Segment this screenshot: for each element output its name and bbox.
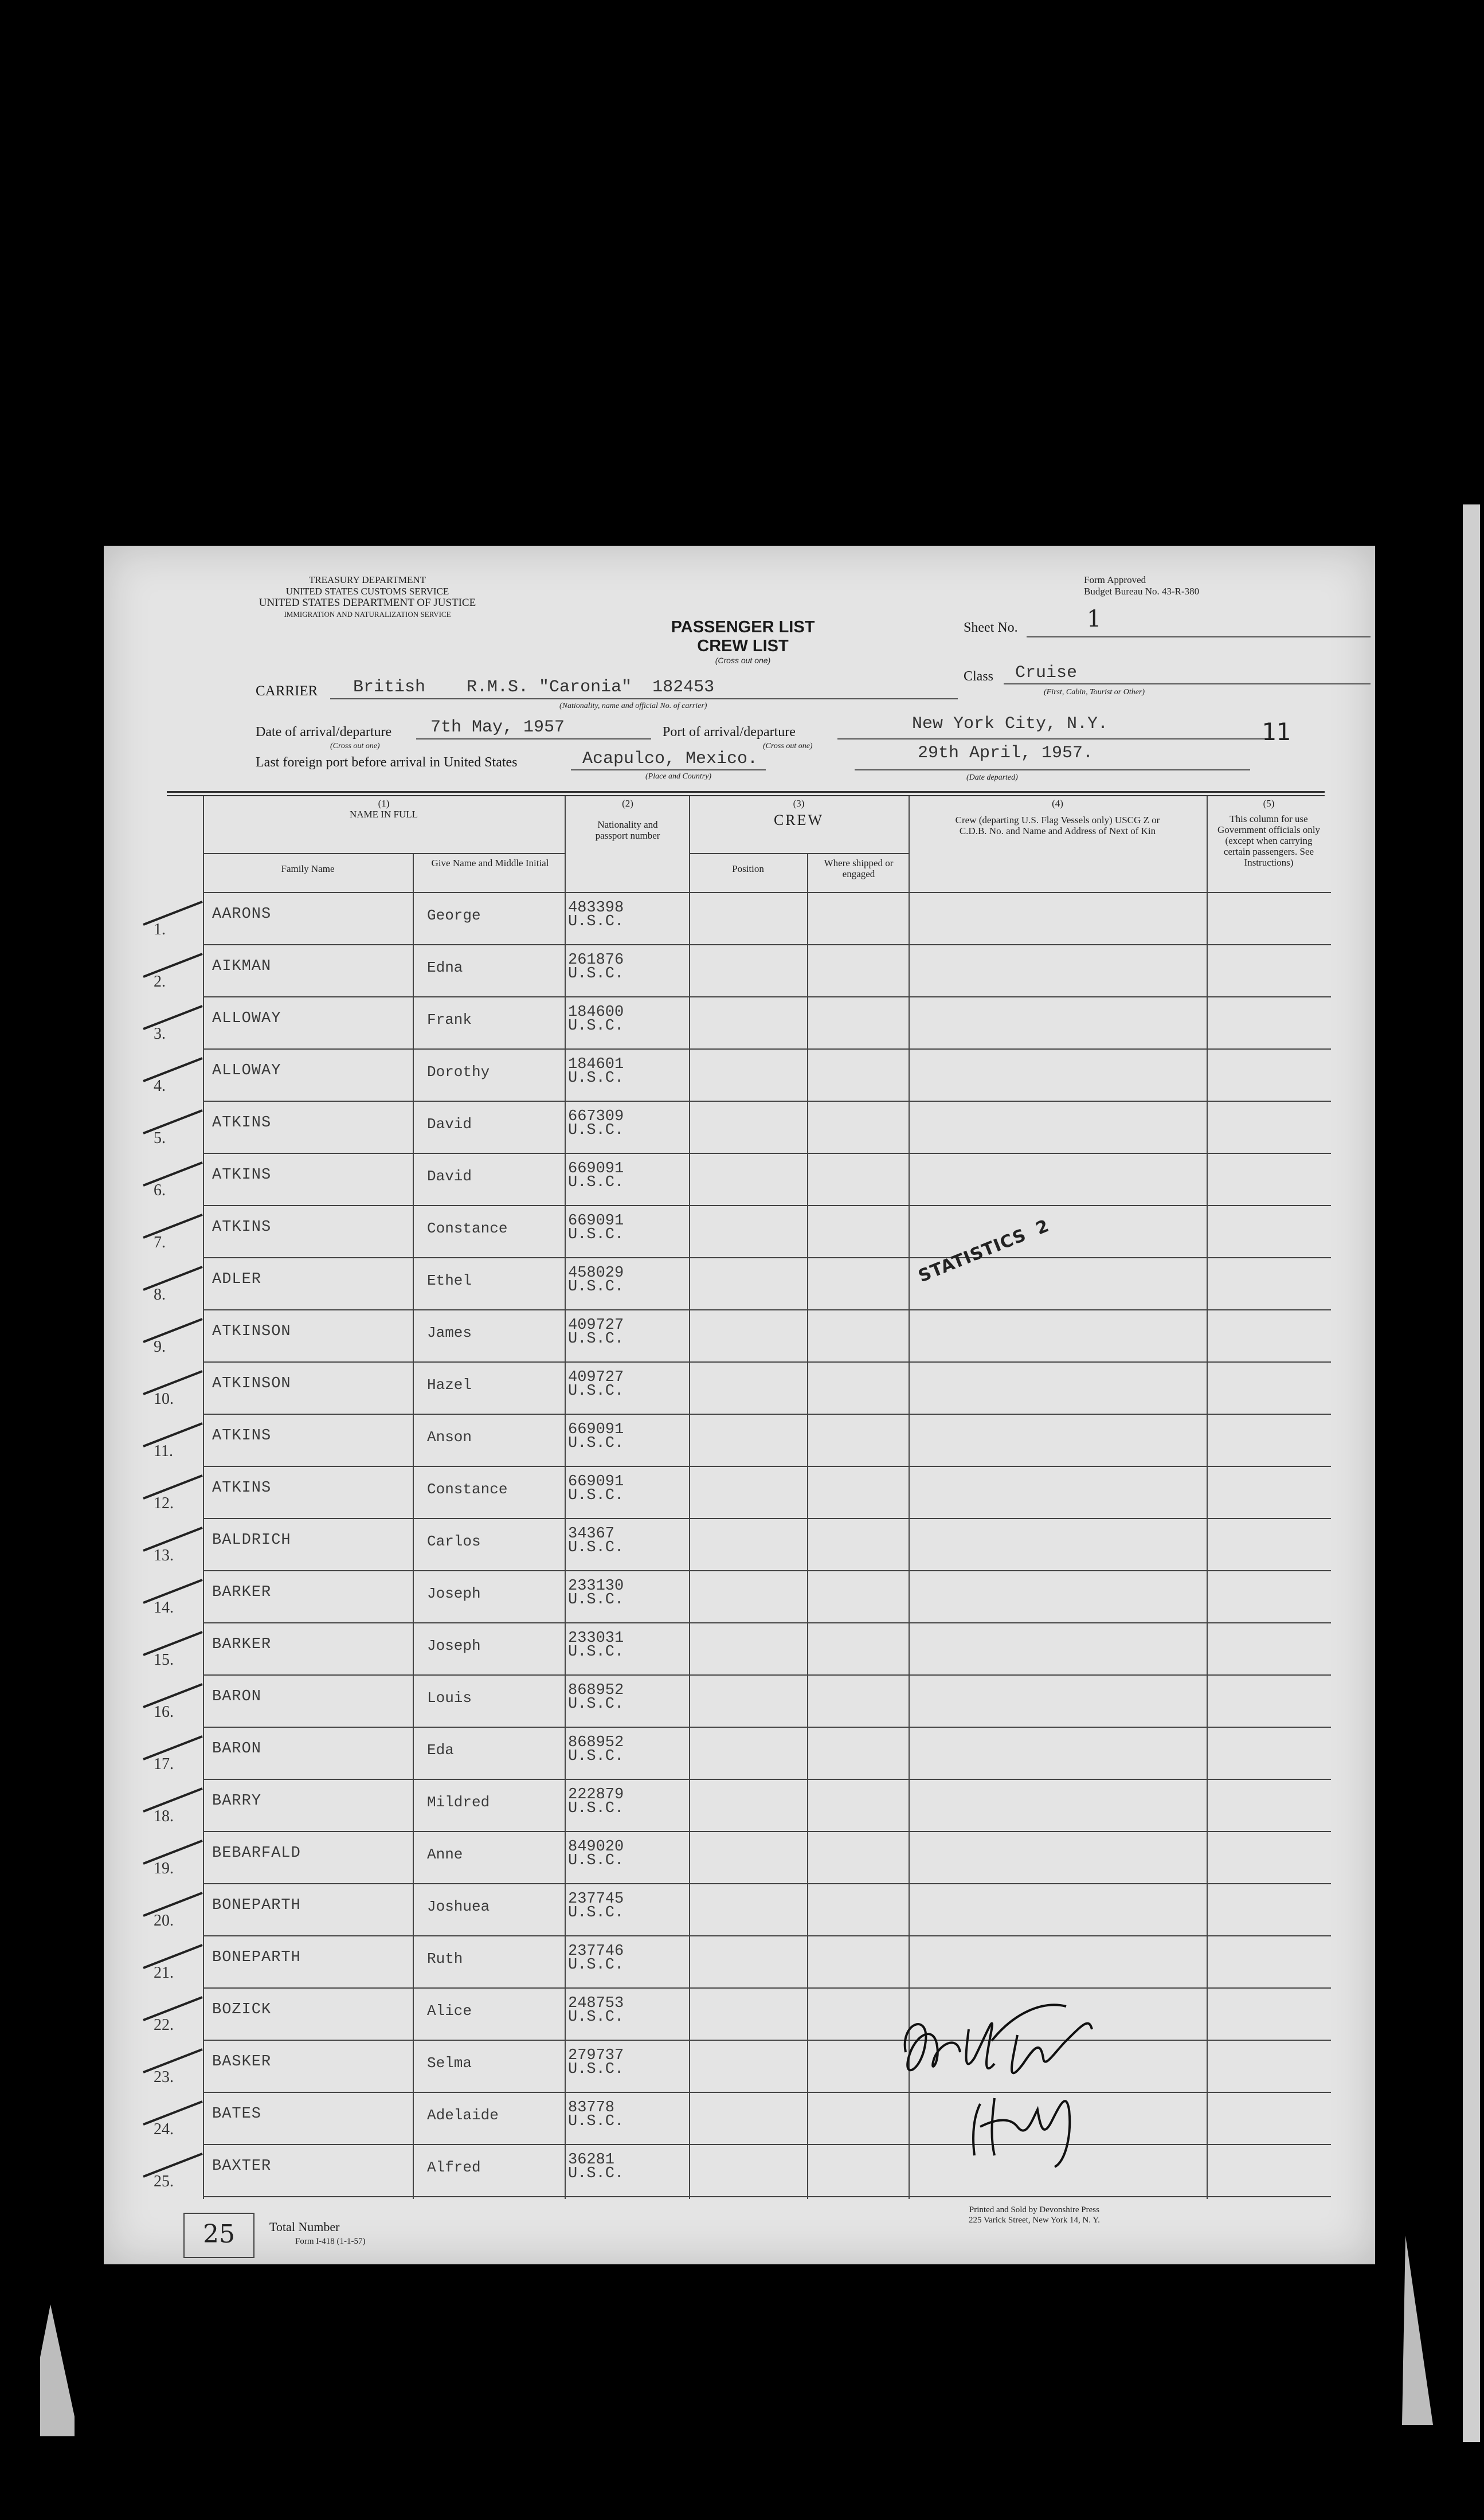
check-mark [142,1055,205,1084]
given-name-cell: Edna [427,959,463,976]
row-rule [203,1779,1331,1780]
row-rule [203,1831,1331,1832]
cross-out-caption: (Cross out one) [715,656,771,665]
family-name-cell: BASKER [212,2053,272,2071]
passport-cell [568,1371,624,1398]
passport-cell [568,1892,624,1920]
given-name-heading: Give Name and Middle Initial [431,858,549,868]
family-name-cell: ATKINSON [212,1323,291,1340]
agency-block [247,574,488,620]
passport-cell [568,1475,624,1502]
col1-heading [203,798,565,820]
passport-number: 237745 [568,1891,624,1908]
passport-cell [568,953,624,981]
row-rule [203,1309,1331,1310]
row-number: 5. [154,1129,166,1147]
col5-number: (5) [1263,798,1275,809]
passport-number: 483398 [568,899,624,917]
last-port-label: Last foreign port before arrival in United States [256,755,518,770]
nationality: U.S.C. [568,1174,624,1191]
passport-number: 669091 [568,1212,624,1230]
col-rule [807,853,808,2199]
family-name-cell: ADLER [212,1271,262,1288]
side-number: 11 [1262,718,1291,746]
given-name-cell: George [427,907,481,924]
row-rule [203,2040,1331,2041]
passport-cell [568,1579,624,1607]
given-name-cell: Joshuea [427,1898,490,1915]
total-box [183,2213,254,2258]
nationality: U.S.C. [568,1696,624,1713]
nationality: U.S.C. [568,2113,624,2130]
check-mark [142,1003,205,1032]
date-label: Date of arrival/departure [256,725,392,739]
passport-number: 36281 [568,2151,615,2169]
nationality: U.S.C. [568,913,624,930]
check-mark [142,1108,205,1136]
family-name-cell: BARON [212,1740,262,1758]
passport-cell [568,1736,624,1763]
given-name-cell: Ruth [427,1950,463,1967]
given-name-cell: James [427,1324,472,1341]
passport-number: 868952 [568,1734,624,1751]
given-name-cell: Joseph [427,1637,481,1654]
check-mark [142,899,205,928]
row-number: 11. [154,1442,173,1460]
passport-number: 667309 [568,1108,624,1125]
nationality: U.S.C. [568,1904,624,1922]
col-rule [413,853,414,2199]
row-number: 6. [154,1181,166,1199]
passport-cell [568,1005,624,1033]
given-name-cell: Constance [427,1481,508,1498]
passport-number: 248753 [568,1995,624,2012]
passport-number: 184600 [568,1004,624,1021]
family-name-cell: ATKINS [212,1480,272,1497]
manifest-table [154,796,1331,2199]
row-number: 4. [154,1077,166,1095]
date-departed-caption: (Date departed) [966,773,1018,782]
carrier-underline [330,698,958,699]
row-number: 2. [154,973,166,991]
check-mark [142,1994,205,2023]
nationality: U.S.C. [568,2061,624,2078]
passport-number: 222879 [568,1786,624,1803]
row-rule [203,2144,1331,2145]
page-corner-left [40,2304,75,2436]
passport-cell [568,1997,624,2024]
passport-number: 261876 [568,952,624,969]
row-rule [203,1674,1331,1676]
given-name-cell: Selma [427,2055,472,2072]
family-name-cell: BARKER [212,1636,272,1653]
carrier-value: British R.M.S. "Caronia" 182453 [353,678,715,697]
nationality: U.S.C. [568,1018,624,1035]
subheader-rule [203,853,565,854]
row-number: 17. [154,1755,174,1773]
given-name-cell: Anson [427,1429,472,1446]
agency-line: UNITED STATES CUSTOMS SERVICE [285,586,449,597]
given-name-cell: Ethel [427,1272,472,1289]
given-name-cell: Dorothy [427,1063,490,1081]
row-number: 25. [154,2173,174,2190]
family-name-cell: BARKER [212,1584,272,1601]
passenger-list-title: PASSENGER LIST [671,618,815,636]
passport-cell [568,1631,624,1659]
nationality: U.S.C. [568,1852,624,1869]
check-mark [142,2151,205,2179]
check-mark [142,2099,205,2127]
given-name-cell: Anne [427,1846,463,1863]
given-name-cell: Alfred [427,2159,481,2176]
row-rule [203,1883,1331,1884]
budget-bureau-text: Budget Bureau No. 43-R-380 [1084,586,1200,597]
nationality: U.S.C. [568,1956,624,1974]
agency-line: TREASURY DEPARTMENT [308,574,426,585]
check-mark [142,951,205,980]
class-value: Cruise [1015,663,1078,683]
family-name-cell: ATKINSON [212,1375,291,1392]
family-name-cell: BAXTER [212,2158,272,2175]
printer-line: Printed and Sold by Devonshire Press [969,2205,1099,2214]
family-name-cell: ATKINS [212,1427,272,1445]
check-mark [142,1525,205,1554]
printer-note [969,2205,1100,2225]
passport-cell [568,1840,624,1868]
passport-number: 233130 [568,1578,624,1595]
total-value: 25 [203,2220,235,2249]
row-rule [203,1257,1331,1258]
date-departed-underline [855,769,1250,770]
row-number: 3. [154,1025,166,1043]
nationality: U.S.C. [568,2009,624,2026]
row-rule [203,1361,1331,1363]
port-underline [837,738,1273,739]
last-port-underline [571,769,766,770]
row-rule [203,1414,1331,1415]
family-name-cell: AARONS [212,906,272,923]
nationality: U.S.C. [568,1800,624,1817]
sheet-label: Sheet No. [964,620,1018,635]
passport-number: 34367 [568,1525,615,1543]
row-rule [203,996,1331,997]
family-name-cell: ATKINS [212,1114,272,1132]
family-name-cell: ATKINS [212,1167,272,1184]
passport-cell [568,1162,624,1189]
check-mark [142,2046,205,2075]
check-mark [142,1629,205,1658]
class-underline [1004,683,1371,684]
form-approval [1084,574,1244,597]
col5-title: This column for use Government officials only (except when carrying certain passengers. See Instructions) [1217,813,1321,868]
carrier-label: CARRIER [256,683,318,699]
port-label: Port of arrival/departure [663,725,796,739]
page-corner-right [1399,2236,1433,2425]
family-name-cell: BALDRICH [212,1532,291,1549]
col3-title: CREW [773,812,824,828]
passport-cell [568,2153,624,2181]
row-number: 13. [154,1547,174,1564]
col4-number: (4) [1052,798,1063,809]
nationality: U.S.C. [568,1226,624,1243]
passport-number: 849020 [568,1838,624,1856]
row-rule [203,1518,1331,1519]
port-value: New York City, N.Y. [912,714,1109,734]
printer-line: 225 Varick Street, New York 14, N. Y. [969,2216,1100,2225]
family-name-cell: BOZICK [212,2001,272,2018]
row-number: 10. [154,1390,174,1408]
given-name-cell: Joseph [427,1585,481,1602]
class-label: Class [964,669,994,684]
row-rule [203,2196,1331,2197]
family-name-cell: BARON [212,1688,262,1705]
nationality: U.S.C. [568,1435,624,1452]
date-value: 7th May, 1957 [430,718,565,737]
stamp-mark: 2 [1033,1215,1052,1239]
nationality: U.S.C. [568,1748,624,1765]
sheet-underline [1027,636,1371,637]
sheet-number: 1 [1087,606,1102,632]
row-number: 18. [154,1807,174,1825]
passport-cell [568,901,624,929]
check-mark [142,1681,205,1710]
passport-number: 669091 [568,1473,624,1490]
date-departed-value: 29th April, 1957. [918,744,1094,763]
port-caption: (Cross out one) [763,742,813,750]
list-title [614,618,872,665]
col4-heading [909,798,1207,836]
passport-cell [568,1214,624,1242]
row-number: 9. [154,1338,166,1356]
row-rule [203,1570,1331,1571]
family-name-cell: BONEPARTH [212,1949,301,1966]
adjacent-page-edge [1463,504,1480,2442]
row-rule [203,944,1331,945]
last-port-value: Acapulco, Mexico. [582,749,758,769]
passport-number: 458029 [568,1265,624,1282]
given-name-cell: Hazel [427,1376,472,1394]
passport-number: 233031 [568,1630,624,1647]
row-number: 24. [154,2120,174,2138]
passport-cell [568,1110,624,1137]
passport-cell [568,1684,624,1711]
given-name-cell: Carlos [427,1533,481,1550]
row-rule [203,1101,1331,1102]
handwritten-signature [894,1989,1135,2173]
nationality: U.S.C. [568,1331,624,1348]
row-number: 12. [154,1494,174,1512]
passport-number: 409727 [568,1317,624,1334]
nationality: U.S.C. [568,1644,624,1661]
family-name-cell: ATKINS [212,1219,272,1236]
check-mark [142,1577,205,1606]
given-name-cell: Mildred [427,1794,490,1811]
passport-cell [568,1058,624,1085]
row-number: 14. [154,1599,174,1617]
class-caption: (First, Cabin, Tourist or Other) [1044,688,1145,696]
row-number: 20. [154,1912,174,1930]
row-rule [203,1153,1331,1154]
stamp-text: STATISTICS [915,1224,1029,1287]
date-underline [416,738,651,739]
agency-line: UNITED STATES DEPARTMENT OF JUSTICE [259,597,476,609]
check-mark [142,1890,205,1919]
given-name-cell: Alice [427,2002,472,2020]
carrier-caption: (Nationality, name and official No. of carrier) [559,702,707,710]
passport-cell [568,1788,624,1815]
family-name-cell: ALLOWAY [212,1062,281,1079]
col2-number: (2) [622,798,633,809]
col1-number: (1) [378,798,390,809]
given-name-cell: David [427,1168,472,1185]
passport-number: 669091 [568,1421,624,1438]
family-name-cell: BARRY [212,1793,262,1810]
row-number: 16. [154,1703,174,1721]
check-mark [142,1160,205,1188]
row-rule [203,1048,1331,1050]
check-mark [142,1786,205,1814]
family-name-cell: ALLOWAY [212,1010,281,1027]
col3-number: (3) [793,798,805,809]
col2-title: Nationality and passport number [595,819,660,841]
check-mark [142,1838,205,1866]
nationality: U.S.C. [568,2165,624,2182]
check-mark [142,1942,205,1971]
row-rule [203,1727,1331,1728]
check-mark [142,1212,205,1241]
given-name-cell: Eda [427,1742,454,1759]
passport-number: 279737 [568,2047,624,2064]
check-mark [142,1316,205,1345]
row-number: 19. [154,1860,174,1877]
given-name-cell: Adelaide [427,2107,499,2124]
passport-cell [568,1266,624,1294]
col3-heading [689,798,909,828]
nationality: U.S.C. [568,1487,624,1504]
check-mark [142,1264,205,1293]
nationality: U.S.C. [568,1539,624,1556]
passport-number: 868952 [568,1682,624,1699]
col4-title: Crew (departing U.S. Flag Vessels only) USCG Z or C.D.B. No. and Name and Address of Next of Kin [955,815,1160,836]
family-name-cell: BATES [212,2106,262,2123]
check-mark [142,1421,205,1449]
passport-cell [568,2049,624,2076]
row-rule [203,1987,1331,1989]
passport-number: 409727 [568,1369,624,1386]
nationality: U.S.C. [568,1383,624,1400]
row-number: 1. [154,921,166,938]
row-rule [203,1205,1331,1206]
col2-heading [573,798,682,841]
col5-heading [1207,798,1331,868]
passport-number: 184601 [568,1056,624,1073]
row-rule [203,1935,1331,1936]
given-name-cell: Constance [427,1220,508,1237]
form-number: Form I-418 (1-1-57) [295,2237,366,2246]
col1-title: NAME IN FULL [350,809,418,820]
check-mark [142,1368,205,1397]
header-bottom-rule [203,892,1331,893]
check-mark [142,1734,205,1762]
nationality: U.S.C. [568,965,624,983]
passport-cell [568,1423,624,1450]
form-approved-text: Form Approved [1084,574,1146,585]
row-rule [203,1622,1331,1623]
row-number: 15. [154,1651,174,1669]
row-number: 21. [154,1964,174,1982]
nationality: U.S.C. [568,1278,624,1296]
passport-cell [568,1318,624,1346]
given-name-cell: Louis [427,1689,472,1707]
passport-cell [568,1527,624,1555]
passport-number: 237746 [568,1943,624,1960]
where-shipped-heading: Where shipped or engaged [824,858,894,879]
date-caption: (Cross out one) [330,742,380,750]
agency-line: IMMIGRATION AND NATURALIZATION SERVICE [284,610,451,619]
row-number: 23. [154,2068,174,2086]
family-name-cell: BONEPARTH [212,1897,301,1914]
total-label: Total Number [269,2220,340,2234]
crew-list-title: CREW LIST [697,637,789,655]
passport-number: 83778 [568,2099,615,2116]
passport-number: 669091 [568,1160,624,1177]
subheader-rule [689,853,909,854]
passport-cell [568,2101,624,2128]
nationality: U.S.C. [568,1122,624,1139]
family-name-cell: AIKMAN [212,958,272,975]
row-rule [203,2092,1331,2093]
check-mark [142,1473,205,1501]
row-number: 8. [154,1286,166,1304]
family-name-cell: BEBARFALD [212,1845,301,1862]
row-rule [203,1466,1331,1467]
last-port-caption: (Place and Country) [645,772,712,781]
given-name-cell: Frank [427,1011,472,1028]
row-number: 7. [154,1234,166,1251]
nationality: U.S.C. [568,1591,624,1609]
passport-cell [568,1944,624,1972]
position-heading: Position [732,863,764,874]
nationality: U.S.C. [568,1070,624,1087]
given-name-cell: David [427,1116,472,1133]
family-name-heading: Family Name [281,863,335,874]
row-number: 22. [154,2016,174,2034]
